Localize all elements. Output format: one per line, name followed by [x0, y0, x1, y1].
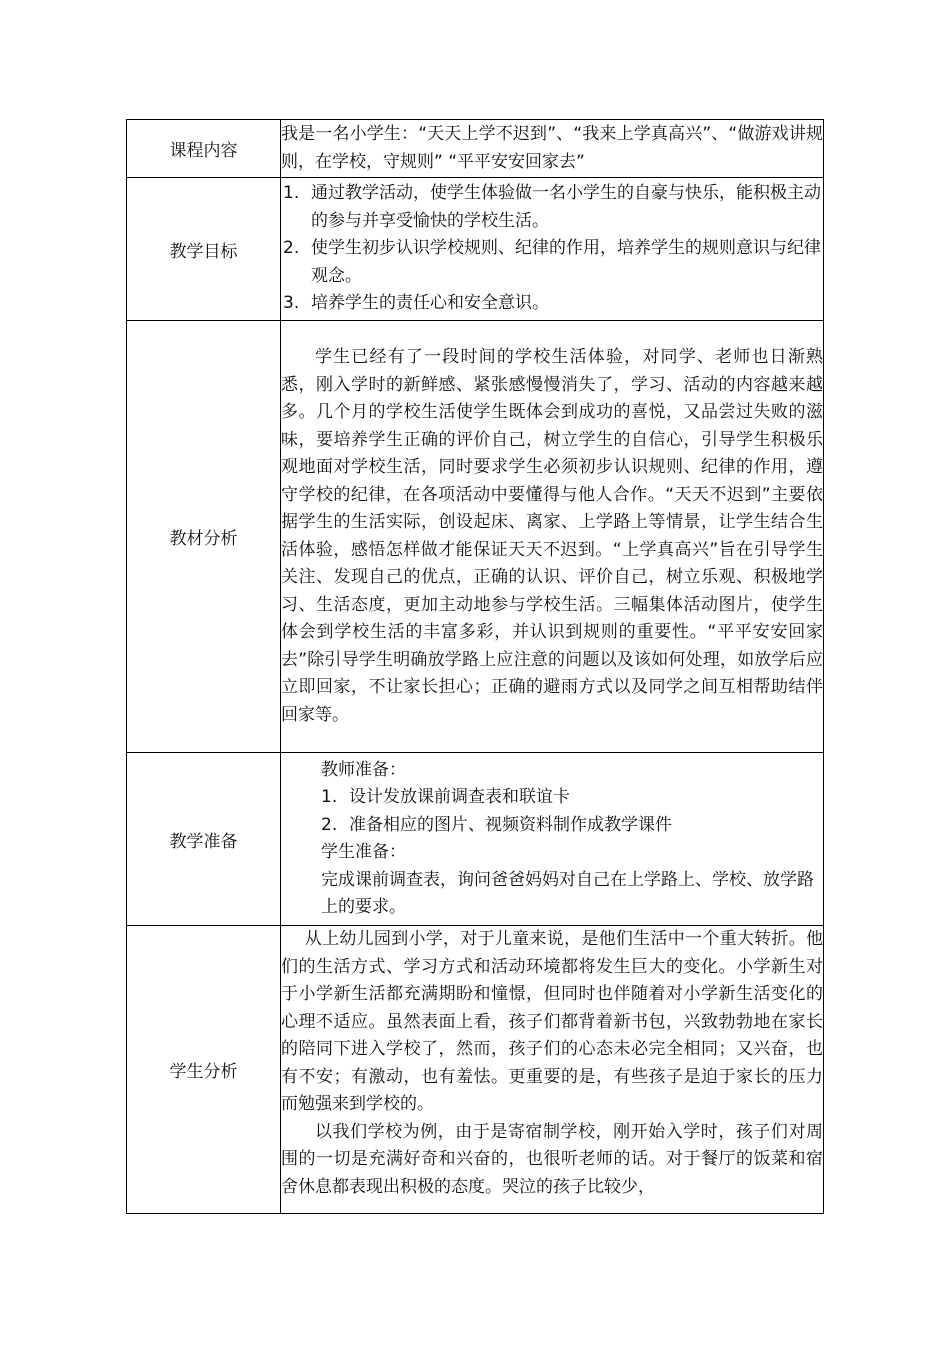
lesson-plan-table — [126, 119, 824, 1214]
cell-course-content — [281, 120, 824, 178]
goal-item — [281, 235, 823, 290]
teacher-prep-item — [281, 812, 823, 840]
student-analysis-para-1: 从上幼儿园到小学，对于儿童来说，是他们生活中一个重大转折。他们的生活方式、学习方式和活动环境都将发生巨大的变化。小学新生对于小学新生活都充满期盼和憧憬，但同时也伴随着对小学新生活变化的心理不适应。虽然表面上看，孩子们都背着新书包，兴致勃勃地在家长的陪同下进入学校了，然而，孩子们的心态未必完全相同；又兴奋，也有不安；有激动，也有羞怯。更重要的是，有些孩子是迫于家长的压力而勉强来到学校的。 — [281, 929, 823, 1114]
teacher-prep-heading: 教师准备： — [321, 759, 406, 780]
goal-item-number: 2. — [283, 238, 300, 259]
goal-item-number: 1. — [283, 183, 300, 204]
row-material-analysis — [127, 321, 824, 753]
student-prep-heading: 学生准备： — [321, 842, 406, 862]
goal-item-text: 通过教学活动，使学生体验做一名小学生的自豪与快乐，能积极主动的参与并享受愉快的学校生活。 — [311, 183, 821, 231]
teacher-prep-item-number: 1. — [321, 787, 338, 807]
course-content-text: 我是一名小学生：“天天上学不迟到”、“我来上学真高兴”、“做游戏讲规则，在学校，守规则” “平平安安回家去” — [281, 124, 823, 172]
teacher-prep-item-number: 2. — [321, 814, 338, 835]
row-teaching-preparation — [127, 753, 824, 926]
cell-teaching-preparation — [281, 753, 824, 926]
teacher-prep-item-text: 准备相应的图片、视频资料制作成教学课件 — [349, 814, 672, 835]
label-course-content: 课程内容 — [127, 120, 281, 178]
student-analysis-para-2: 以我们学校为例，由于是寄宿制学校，刚开始入学时，孩子们对周围的一切是充满好奇和兴奋的，也很听老师的话。对于餐厅的饭菜和宿舍休息都表现出积极的态度。哭泣的孩子比较少， — [281, 1121, 823, 1197]
label-student-analysis: 学生分析 — [127, 926, 281, 1214]
label-material-analysis: 教材分析 — [127, 321, 281, 753]
row-student-analysis — [127, 926, 824, 1214]
material-analysis-text: 学生已经有了一段时间的学校生活体验，对同学、老师也日渐熟悉，刚入学时的新鲜感、紧张感慢慢消失了，学习、活动的内容越来越多。几个月的学校生活使学生既体会到成功的喜悦，又品尝过失败的滋味，要培养学生正确的评价自己，树立学生的自信心，引导学生积极乐观地面对学校生活，同时要求学生必须初步认识规则、纪律的作用，遵守学校的纪律，在各项活动中要懂得与他人合作。“天天不迟到”主要依据学生的生活实际，创设起床、离家、上学路上等情景，让学生结合生活体验，感悟怎样做才能保证天天不迟到。“上学真高兴”旨在引导学生关注、发现自己的优点，正确的认识、评价自己，树立乐观、积极地学习、生活态度，更加主动地参与学校生活。三幅集体活动图片，使学生体会到学校生活的丰富多彩，并认识到规则的重要性。“平平安安回家去”除引导学生明确放学路上应注意的问题以及该如何处理，如放学后应立即回家，不让家长担心；正确的避雨方式以及同学之间互相帮助结伴回家等。 — [281, 347, 823, 725]
goal-item-text: 使学生初步认识学校规则、纪律的作用，培养学生的规则意识与纪律观念。 — [311, 238, 821, 286]
cell-teaching-goals — [281, 178, 824, 321]
goal-item-number: 3. — [283, 293, 300, 314]
label-teaching-goals: 教学目标 — [127, 178, 281, 321]
teacher-prep-item — [281, 784, 823, 812]
teacher-prep-item-text: 设计发放课前调查表和联谊卡 — [349, 787, 570, 807]
student-prep-text: 完成课前调查表，询问爸爸妈妈对自己在上学路上、学校、放学路上的要求。 — [321, 869, 814, 917]
goal-item — [281, 290, 823, 318]
cell-material-analysis — [281, 321, 824, 753]
goal-item-text: 培养学生的责任心和安全意识。 — [311, 293, 549, 314]
row-course-content — [127, 120, 824, 178]
cell-student-analysis — [281, 926, 824, 1214]
label-teaching-preparation: 教学准备 — [127, 753, 281, 926]
goal-item — [281, 180, 823, 235]
row-teaching-goals — [127, 178, 824, 321]
